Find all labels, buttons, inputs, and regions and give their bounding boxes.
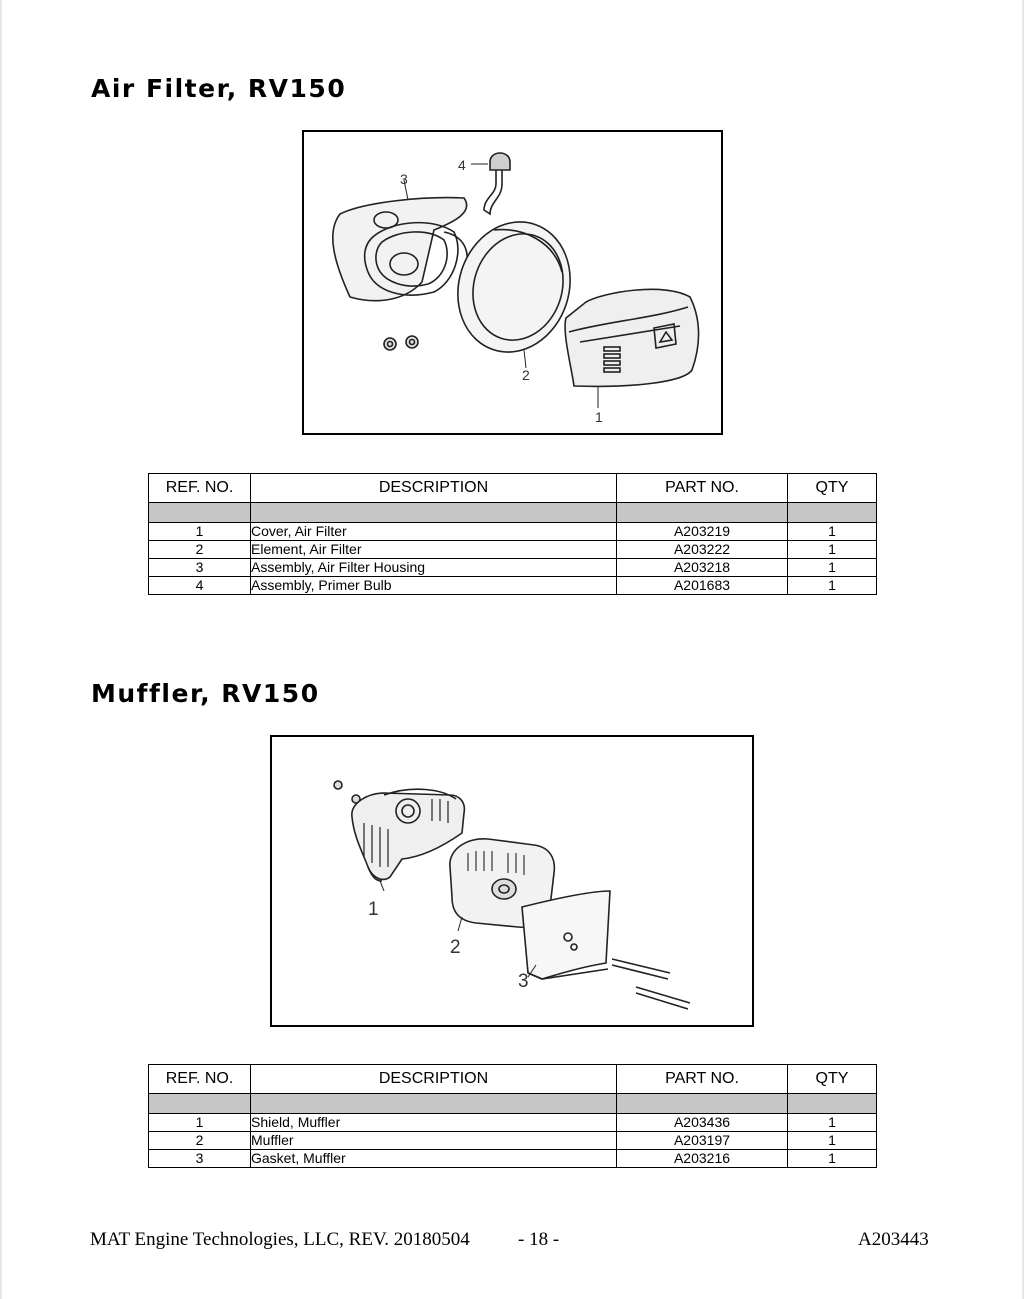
air-filter-parts-table xyxy=(148,473,877,595)
footer-page-number: - 18 - xyxy=(518,1229,560,1250)
muffler-callout-1: 1 xyxy=(368,899,379,920)
footer-document-number: A203443 xyxy=(858,1229,929,1250)
qty: 1 xyxy=(788,1132,877,1150)
muffler-section-title: Muffler, RV150 xyxy=(91,679,320,708)
part-no: A203218 xyxy=(617,559,788,577)
header-part-no: PART NO. xyxy=(617,1065,788,1094)
part-no: A203216 xyxy=(617,1150,788,1168)
header-ref-no: REF. NO. xyxy=(149,474,251,503)
table-row xyxy=(149,541,877,559)
ref-no: 3 xyxy=(149,559,251,577)
page-edge-left xyxy=(0,0,2,1299)
air-filter-section-title: Air Filter, RV150 xyxy=(91,74,347,103)
table-row xyxy=(149,1150,877,1168)
description: Shield, Muffler xyxy=(251,1114,617,1132)
air-filter-diagram xyxy=(302,130,723,435)
part-no: A203436 xyxy=(617,1114,788,1132)
ref-no: 1 xyxy=(149,1114,251,1132)
air-filter-callout-2: 2 xyxy=(522,367,530,383)
description: Element, Air Filter xyxy=(251,541,617,559)
description: Cover, Air Filter xyxy=(251,523,617,541)
qty: 1 xyxy=(788,1150,877,1168)
table-row xyxy=(149,577,877,595)
part-no: A203219 xyxy=(617,523,788,541)
header-part-no: PART NO. xyxy=(617,474,788,503)
header-ref-no: REF. NO. xyxy=(149,1065,251,1094)
header-qty: QTY xyxy=(788,474,877,503)
air-filter-exploded-view xyxy=(304,132,721,433)
description: Assembly, Air Filter Housing xyxy=(251,559,617,577)
header-qty: QTY xyxy=(788,1065,877,1094)
ref-no: 2 xyxy=(149,541,251,559)
qty: 1 xyxy=(788,541,877,559)
table-row xyxy=(149,1114,877,1132)
ref-no: 1 xyxy=(149,523,251,541)
description: Gasket, Muffler xyxy=(251,1150,617,1168)
part-no: A203197 xyxy=(617,1132,788,1150)
muffler-callout-3: 3 xyxy=(518,971,529,992)
muffler-diagram xyxy=(270,735,754,1027)
air-filter-callout-1: 1 xyxy=(595,409,603,425)
header-description: DESCRIPTION xyxy=(251,1065,617,1094)
qty: 1 xyxy=(788,577,877,595)
table-row xyxy=(149,1132,877,1150)
table-header-row xyxy=(149,474,877,503)
qty: 1 xyxy=(788,523,877,541)
part-no: A203222 xyxy=(617,541,788,559)
table-header-row xyxy=(149,1065,877,1094)
ref-no: 2 xyxy=(149,1132,251,1150)
muffler-parts-table xyxy=(148,1064,877,1168)
qty: 1 xyxy=(788,1114,877,1132)
table-row xyxy=(149,559,877,577)
table-row xyxy=(149,523,877,541)
muffler-callout-2: 2 xyxy=(450,937,461,958)
header-description: DESCRIPTION xyxy=(251,474,617,503)
description: Muffler xyxy=(251,1132,617,1150)
air-filter-callout-3: 3 xyxy=(400,171,408,187)
air-filter-callout-4: 4 xyxy=(458,157,466,173)
table-shaded-row xyxy=(149,503,877,523)
muffler-exploded-view xyxy=(272,737,752,1025)
footer-company-revision: MAT Engine Technologies, LLC, REV. 20180504 xyxy=(90,1229,470,1250)
ref-no: 4 xyxy=(149,577,251,595)
table-shaded-row xyxy=(149,1094,877,1114)
description: Assembly, Primer Bulb xyxy=(251,577,617,595)
ref-no: 3 xyxy=(149,1150,251,1168)
part-no: A201683 xyxy=(617,577,788,595)
qty: 1 xyxy=(788,559,877,577)
